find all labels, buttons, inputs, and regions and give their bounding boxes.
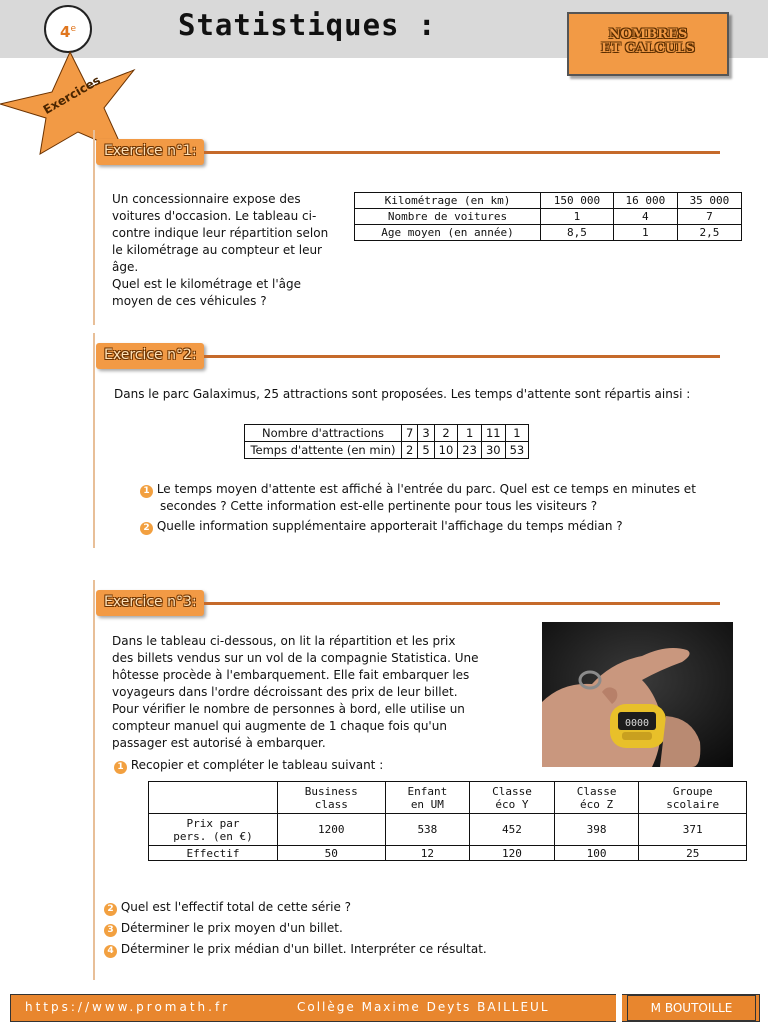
number-1-bullet-icon: 1 bbox=[140, 485, 153, 498]
table-cell: 7 bbox=[402, 425, 418, 442]
ex2-side-bar bbox=[93, 333, 95, 548]
theme-line-2: ET CALCULS bbox=[601, 41, 695, 56]
ex3-line: voyageurs dans l'ordre décroissant des prix de leur billet. bbox=[112, 685, 458, 699]
footer-school: Collège Maxime Deyts BAILLEUL bbox=[297, 1000, 550, 1014]
header-line: Classe bbox=[576, 784, 617, 798]
table-cell: 100 bbox=[554, 846, 639, 861]
ex1-line: voitures d'occasion. Le tableau ci- bbox=[112, 209, 317, 223]
ex1-header bbox=[96, 137, 736, 167]
table-cell: 1 bbox=[613, 225, 677, 241]
ex3-line: Pour vérifier le nombre de personnes à bord, elle utilise un bbox=[112, 702, 465, 716]
table-cell: 50 bbox=[278, 846, 386, 861]
table-cell: 398 bbox=[554, 814, 639, 846]
ex3-rule bbox=[204, 602, 720, 605]
table-row bbox=[149, 846, 747, 861]
table-cell: 11 bbox=[481, 425, 505, 442]
grade-suffix: e bbox=[70, 24, 76, 34]
ex3-statement bbox=[112, 633, 532, 752]
question-text: Déterminer le prix médian d'un billet. Interpréter ce résultat. bbox=[120, 942, 487, 956]
table-cell: 8,5 bbox=[541, 225, 614, 241]
ex1-line: le kilométrage au compteur et leur bbox=[112, 243, 322, 257]
svg-text:0000: 0000 bbox=[624, 718, 650, 729]
table-cell: Effectif bbox=[149, 846, 278, 861]
header-line: éco Z bbox=[580, 797, 614, 811]
table-cell: 2 bbox=[402, 442, 418, 459]
table-cell: 1 bbox=[541, 209, 614, 225]
ex3-table bbox=[148, 781, 747, 861]
ex3-line: des billets vendus sur un vol de la compagnie Statistica. Une bbox=[112, 651, 479, 665]
table-cell: 7 bbox=[677, 209, 741, 225]
table-cell: Nombre d'attractions bbox=[245, 425, 402, 442]
ex3-label: Exercice n°3: bbox=[104, 594, 197, 610]
footer bbox=[10, 994, 760, 1022]
page-title: Statistiques : bbox=[178, 8, 437, 42]
table-cell: 120 bbox=[470, 846, 555, 861]
table-cell: 4 bbox=[613, 209, 677, 225]
table-cell: 1 bbox=[505, 425, 529, 442]
ex3-question-2 bbox=[104, 899, 704, 916]
ex1-chip bbox=[96, 139, 204, 165]
ex3-question-4 bbox=[104, 941, 704, 958]
number-3-bullet-icon: 3 bbox=[104, 924, 117, 937]
table-cell bbox=[385, 782, 470, 814]
table-cell: 2,5 bbox=[677, 225, 741, 241]
header-line: Classe bbox=[492, 784, 532, 798]
table-cell: 1200 bbox=[278, 814, 386, 846]
ex3-chip bbox=[96, 590, 204, 616]
table-cell: 53 bbox=[505, 442, 529, 459]
table-cell bbox=[639, 782, 747, 814]
footer-separator bbox=[616, 994, 622, 1022]
ex1-line: Quel est le kilométrage et l'âge bbox=[112, 277, 301, 291]
table-cell bbox=[470, 782, 555, 814]
header-line: class bbox=[314, 797, 348, 811]
row-label-line: pers. (en €) bbox=[173, 829, 253, 843]
table-cell: 3 bbox=[418, 425, 434, 442]
header-line: scolaire bbox=[666, 797, 720, 811]
tally-counter-photo bbox=[542, 622, 733, 767]
theme-box bbox=[567, 12, 729, 76]
table-cell bbox=[149, 782, 278, 814]
row-label-line: Prix par bbox=[186, 816, 240, 830]
table-cell: 12 bbox=[385, 846, 470, 861]
table-cell bbox=[278, 782, 386, 814]
table-cell: 2 bbox=[434, 425, 458, 442]
table-cell: 23 bbox=[458, 442, 482, 459]
ex2-question-2 bbox=[140, 518, 740, 535]
star-label: Exercices bbox=[40, 73, 103, 117]
question-text: Recopier et compléter le tableau suivant : bbox=[130, 758, 384, 772]
table-cell: Age moyen (en année) bbox=[355, 225, 541, 241]
header-line: Business bbox=[304, 784, 358, 798]
ex3-line: compteur manuel qui augmente de 1 chaque fois qu'un bbox=[112, 719, 447, 733]
ex1-label: Exercice n°1: bbox=[104, 143, 197, 159]
table-row bbox=[355, 193, 742, 209]
ex2-question-1 bbox=[140, 481, 740, 515]
ex2-intro: Dans le parc Galaximus, 25 attractions sont proposées. Les temps d'attente sont répartis ainsi : bbox=[114, 387, 691, 401]
table-cell: 150 000 bbox=[541, 193, 614, 209]
ex3-question-1 bbox=[114, 757, 534, 774]
footer-url[interactable]: https://www.promath.fr bbox=[25, 1000, 231, 1014]
table-row bbox=[245, 442, 529, 459]
ex1-line: contre indique leur répartition selon bbox=[112, 226, 329, 240]
theme-line-1: NOMBRES bbox=[608, 27, 688, 42]
table-cell: Temps d'attente (en min) bbox=[245, 442, 402, 459]
ex3-line: passager est autorisé à embarquer. bbox=[112, 736, 326, 750]
table-row bbox=[355, 209, 742, 225]
table-cell: 452 bbox=[470, 814, 555, 846]
ex3-header bbox=[96, 588, 736, 618]
table-cell: 16 000 bbox=[613, 193, 677, 209]
table-row bbox=[149, 782, 747, 814]
ex1-rule bbox=[204, 151, 720, 154]
ex2-chip bbox=[96, 343, 204, 369]
table-cell: 10 bbox=[434, 442, 458, 459]
ex3-question-3 bbox=[104, 920, 704, 937]
question-text: Le temps moyen d'attente est affiché à l'entrée du parc. Quel est ce temps en minutes et bbox=[156, 482, 696, 496]
header-line: Groupe bbox=[672, 784, 713, 798]
question-text: secondes ? Cette information est-elle pertinente pour tous les visiteurs ? bbox=[160, 499, 598, 513]
ex2-rule bbox=[204, 355, 720, 358]
table-cell: 5 bbox=[418, 442, 434, 459]
ex1-line: âge. bbox=[112, 260, 139, 274]
header-line: en UM bbox=[410, 797, 444, 811]
hand-counter-image bbox=[542, 622, 733, 767]
grade-number: 4 bbox=[60, 23, 71, 41]
number-4-bullet-icon: 4 bbox=[104, 945, 117, 958]
table-cell bbox=[554, 782, 639, 814]
table-row bbox=[149, 814, 747, 846]
ex1-table bbox=[354, 192, 742, 241]
ex2-header bbox=[96, 341, 736, 371]
table-row bbox=[355, 225, 742, 241]
ex1-line: moyen de ces véhicules ? bbox=[112, 294, 267, 308]
table-cell: Nombre de voitures bbox=[355, 209, 541, 225]
question-text: Quelle information supplémentaire apporterait l'affichage du temps médian ? bbox=[156, 519, 623, 533]
header-line: Enfant bbox=[407, 784, 448, 798]
question-text: Déterminer le prix moyen d'un billet. bbox=[120, 921, 343, 935]
ex2-table bbox=[244, 424, 529, 459]
ex3-line: hôtesse procède à l'embarquement. Elle fait embarquer les bbox=[112, 668, 470, 682]
table-cell: Kilométrage (en km) bbox=[355, 193, 541, 209]
ex1-side-bar bbox=[93, 130, 95, 325]
ex3-side-bar bbox=[93, 580, 95, 980]
ex1-statement bbox=[112, 191, 342, 310]
ex2-label: Exercice n°2: bbox=[104, 347, 197, 363]
ex1-line: Un concessionnaire expose des bbox=[112, 192, 301, 206]
ex3-line: Dans le tableau ci-dessous, on lit la répartition et les prix bbox=[112, 634, 456, 648]
table-cell: 30 bbox=[481, 442, 505, 459]
number-2-bullet-icon: 2 bbox=[104, 903, 117, 916]
table-cell: 371 bbox=[639, 814, 747, 846]
grade-badge bbox=[44, 5, 92, 53]
table-cell: 1 bbox=[458, 425, 482, 442]
table-cell: 35 000 bbox=[677, 193, 741, 209]
number-2-bullet-icon: 2 bbox=[140, 522, 153, 535]
question-text: Quel est l'effectif total de cette série ? bbox=[120, 900, 352, 914]
number-1-bullet-icon: 1 bbox=[114, 761, 127, 774]
header-line: éco Y bbox=[495, 797, 529, 811]
table-row bbox=[245, 425, 529, 442]
table-cell bbox=[149, 814, 278, 846]
footer-author: M BOUTOILLE bbox=[627, 995, 756, 1021]
table-cell: 538 bbox=[385, 814, 470, 846]
table-cell: 25 bbox=[639, 846, 747, 861]
